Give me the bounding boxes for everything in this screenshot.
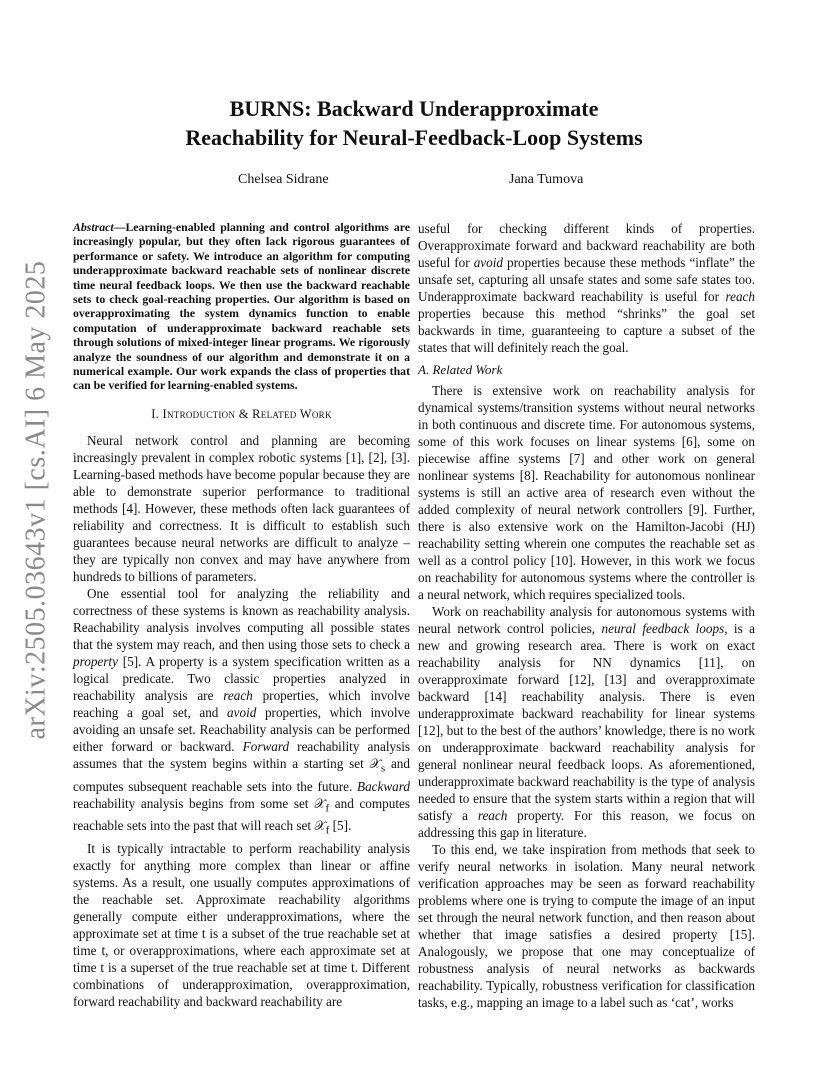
p2-text-e: properties, which involve reaching a goal set, and xyxy=(73,687,410,720)
p2-text-o: and computes reachable sets into the past that will reach set 𝒳 xyxy=(73,795,410,834)
p2-text-k: and computes subsequent reachable sets into the future. xyxy=(73,755,410,794)
p2-em-avoid: avoid xyxy=(227,704,257,720)
r2-text-e: property. For this reason, we focus on addressing this gap in literature. xyxy=(418,808,755,840)
related-paragraph-1: There is extensive work on reachability analysis for dynamical systems/transition systems without neural networks in both continuous and discrete time. For autonomous systems, some of this work focuses on linear systems [6], some on piecewise affine systems [7] and other work on general nonlinear systems [8]. Reachability for autonomous nonlinear systems is still an active area of research even without the added complexity of neural network controllers [9]. Further, there is also extensive work on the Hamilton-Jacobi (HJ) reachability setting wherein one computes the reachable set as well as a control policy [10]. However, in this work we focus on reachability for autonomous systems where the controller is a neural network, which requires specialized tools. xyxy=(418,383,755,602)
r2-em-nfl: neural feedback loops xyxy=(601,621,725,636)
r2-text-a: Work on reachability analysis for autonomous systems with neural network control policies, xyxy=(418,604,755,636)
p2-text-m: reachability analysis begins from some set 𝒳 xyxy=(73,795,326,811)
title-line-2: Reachability for Neural-Feedback-Loop Systems xyxy=(185,125,643,150)
p2-em-reach: reach xyxy=(223,687,253,703)
abstract xyxy=(73,220,410,393)
r0-text-e: properties because this method “shrinks” the goal set backwards in time, guaranteeing to capture a subset of the states that will definitely reach the goal. xyxy=(418,306,755,355)
p2-text-q: [5]. xyxy=(329,818,352,834)
intro-paragraph-1: Neural network control and planning are becoming increasingly prevalent in complex robotic systems [1], [2], [3]. Learning-based methods have become popular because they are able to demonstrate superior performance to traditional methods [4]. However, these methods often lack guarantees of reliability and correctness. It is difficult to establish such guarantees because neural networks are difficult to analyze – they are typically non convex and may have anywhere from hundreds to billions of parameters. xyxy=(73,432,410,584)
related-paragraph-3: To this end, we take inspiration from methods that seek to verify neural networks in isolation. Many neural network verification approaches may be seen as forward reachability problems where one is trying to compute the image of an input set through the neural network function, and then reason about whether that image satisfies a desired property [15]. Analogously, we propose that one may conceptualize of robustness analysis of neural networks as backwards reachability. Typically, robustness verification for classification tasks, e.g., mapping an image to a label such as ‘cat’, works xyxy=(418,842,755,1010)
arxiv-identifier-text: arXiv:2505.03643v1 [cs.AI] 6 May 2025 xyxy=(20,260,51,740)
p2-text-c: [5]. A property is a system specification written as a logical predicate. Two classic properties analyzed in reachability analysis are xyxy=(73,653,410,703)
p2-text-a: One essential tool for analyzing the reliability and correctness of these systems is known as reachability analysis. Reachability analysis involves computing all possible states that the system may reach, and then using those sets to check a xyxy=(73,585,410,652)
section-heading: I. Introduction & Related Work xyxy=(151,406,332,421)
subsection-heading: A. Related Work xyxy=(418,362,503,377)
paper-title xyxy=(72,94,756,152)
right-column xyxy=(418,220,755,1011)
intro-paragraph-2 xyxy=(73,585,410,840)
p2-sub-f2: f xyxy=(325,824,330,837)
left-column xyxy=(73,220,410,1010)
r0-em-reach: reach xyxy=(725,289,755,304)
related-paragraph-2 xyxy=(418,603,755,841)
p2-sub-s: s xyxy=(380,762,386,775)
p2-text-i: reachability analysis assumes that the system begins within a starting set 𝒳 xyxy=(73,738,411,771)
p2-text-g: properties, which involve avoiding an unsafe set. Reachability analysis can be performed either forward or backward. xyxy=(73,704,411,754)
r2-text-c: , is a new and growing research area. There is work on exact reachability analysis for NN dynamics [11], on overapproximate forward [12], [13] and overapproximate backward [14] reachability analysis. There is even underapproximate backward reachability for linear systems [12], but to the best of the authors’ knowledge, there is no work on underapproximate backward reachability analysis for general nonlinear neural feedback loops. As aforementioned, underapproximate backward reachability is the type of analysis needed to ensure that the system starts within a region that will satisfy a xyxy=(418,621,755,823)
p2-em-backward: Backward xyxy=(357,778,410,794)
p2-em-forward: Forward xyxy=(242,738,290,754)
r0-text-c: properties because these methods “inflate” the unsafe set, capturing all unsafe states and some safe states too. Underapproximate backward reachability is useful for xyxy=(418,255,755,304)
right-paragraph-0 xyxy=(418,220,755,356)
abstract-text: —Learning-enabled planning and control algorithms are increasingly popular, but they often lack rigorous guarantees of performance or safety. We introduce an algorithm for computing underapproximate backward reachable sets of nonlinear discrete time neural feedback loops. We then use the backward reachable sets to check goal-reaching properties. Our algorithm is based on overapproximating the system dynamics function to enable computation of underapproximate backward reachable sets through solutions of mixed-integer linear programs. We rigorously analyze the soundness of our algorithm and demonstrate it on a numerical example. Our work expands the class of properties that can be verified for learning-enabled systems. xyxy=(73,220,410,393)
intro-paragraph-3: It is typically intractable to perform reachability analysis exactly for anything more complex than linear or affine systems. As a result, one usually computes approximations of the reachable set. Approximate reachability algorithms generally compute either underapproximations, where the approximate set at time t is a subset of the true reachable set at time t, or overapproximations, where each approximate set at time t is a superset of the true reachable set at time t. Different combinations of underapproximation, overapproximation, forward reachability and backward reachability are xyxy=(73,840,410,1009)
r0-text-a: useful for checking different kinds of properties. Overapproximate forward and backward reachability are both useful for xyxy=(418,221,755,270)
r0-em-avoid: avoid xyxy=(473,255,503,270)
p2-sub-f1: f xyxy=(325,802,330,815)
title-line-1: BURNS: Backward Underapproximate xyxy=(229,96,599,121)
p2-em-property: property xyxy=(73,653,118,669)
abstract-lead: Abstract xyxy=(73,220,114,234)
author-1: Chelsea Sidrane xyxy=(238,172,329,187)
r2-em-reach: reach xyxy=(477,808,508,823)
author-2: Jana Tumova xyxy=(509,172,584,187)
arxiv-identifier xyxy=(14,260,58,740)
